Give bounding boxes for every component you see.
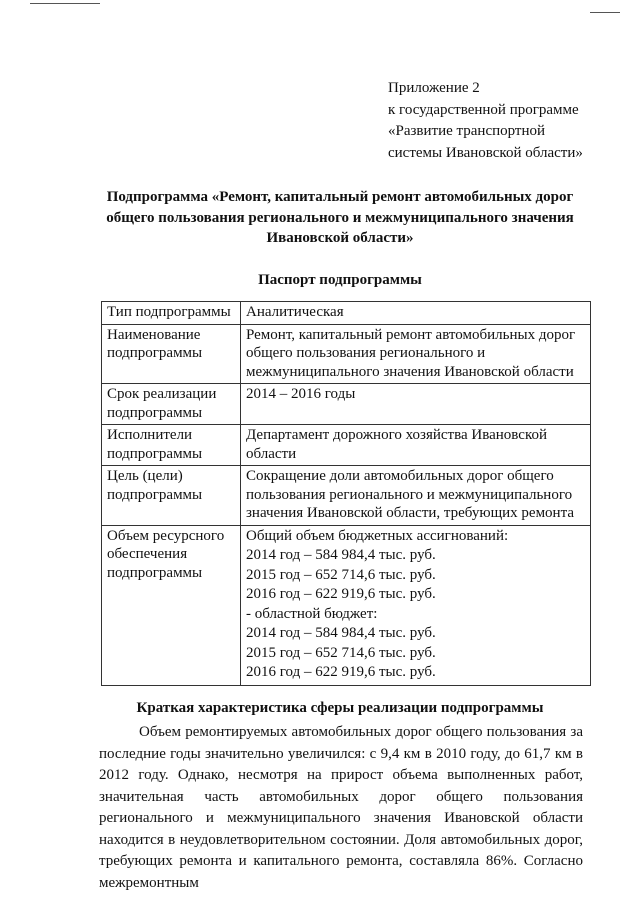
funding-line: 2015 год – 652 714,6 тыс. руб.	[246, 644, 436, 661]
row-value: Сокращение доли автомобильных дорог общего пользования регионального и межмуниципального значения Ивановской области, требующих ремонта	[241, 466, 591, 526]
title-line: общего пользования регионального и межмуниципального значения	[106, 209, 574, 226]
passport-table	[101, 301, 591, 686]
row-key: Срок реализации подпрограммы	[102, 384, 241, 425]
appendix-line: Приложение 2	[388, 80, 480, 96]
funding-line: 2015 год – 652 714,6 тыс. руб.	[246, 566, 436, 583]
row-value: Ремонт, капитальный ремонт автомобильных дорог общего пользования регионального и межмуниципального значения Ивановской области	[241, 324, 591, 384]
section-heading: Краткая характеристика сферы реализации подпрограммы	[136, 700, 544, 716]
table-row	[102, 384, 591, 425]
appendix-line: «Развитие транспортной	[388, 123, 546, 139]
table-row	[102, 302, 591, 325]
table-row	[102, 425, 591, 466]
row-value: 2014 – 2016 годы	[241, 384, 591, 425]
appendix-block	[388, 78, 583, 164]
funding-values	[241, 525, 591, 685]
scan-mark	[590, 12, 620, 13]
funding-line: 2014 год – 584 984,4 тыс. руб.	[246, 547, 436, 563]
row-key: Цель (цели) подпрограммы	[102, 466, 241, 526]
appendix-line: к государственной программе	[388, 101, 579, 118]
row-key: Объем ресурсного обеспечения подпрограммы	[102, 525, 241, 685]
funding-line: 2016 год – 622 919,6 тыс. руб.	[246, 586, 436, 602]
row-key: Наименование подпрограммы	[102, 324, 241, 384]
body-paragraph: Объем ремонтируемых автомобильных дорог общего пользования за последние годы значительно увеличился: с 9,4 км в 2010 году, до 61,7 км в 2012 году. Однако, несмотря на прирост объема выполненных работ, значительная часть автомобильных дорог общего пользования регионального и межмуниципального значения Ивановской области находится в неудовлетворительном состоянии. Доля автомобильных дорог, требующих ремонта и капитального ремонта, составляла 86%. Согласно межремонтным	[99, 724, 583, 891]
title-line: Ивановской области»	[266, 230, 414, 246]
scan-mark	[30, 3, 100, 4]
table-row-funding	[102, 525, 591, 685]
funding-line: - областной бюджет:	[246, 605, 378, 622]
funding-line: 2014 год – 584 984,4 тыс. руб.	[246, 625, 436, 641]
row-value: Департамент дорожного хозяйства Ивановской области	[241, 425, 591, 466]
row-value: Аналитическая	[241, 302, 591, 325]
row-key: Тип подпрограммы	[102, 302, 241, 325]
title-line: Подпрограмма «Ремонт, капитальный ремонт автомобильных дорог	[106, 189, 574, 205]
passport-heading: Паспорт подпрограммы	[258, 272, 422, 288]
table-row	[102, 466, 591, 526]
funding-line: 2016 год – 622 919,6 тыс. руб.	[246, 664, 436, 680]
table-row	[102, 324, 591, 384]
document-title	[90, 187, 590, 249]
funding-line: Общий объем бюджетных ассигнований:	[246, 527, 509, 544]
row-key: Исполнители подпрограммы	[102, 425, 241, 466]
appendix-line: системы Ивановской области»	[388, 144, 583, 161]
